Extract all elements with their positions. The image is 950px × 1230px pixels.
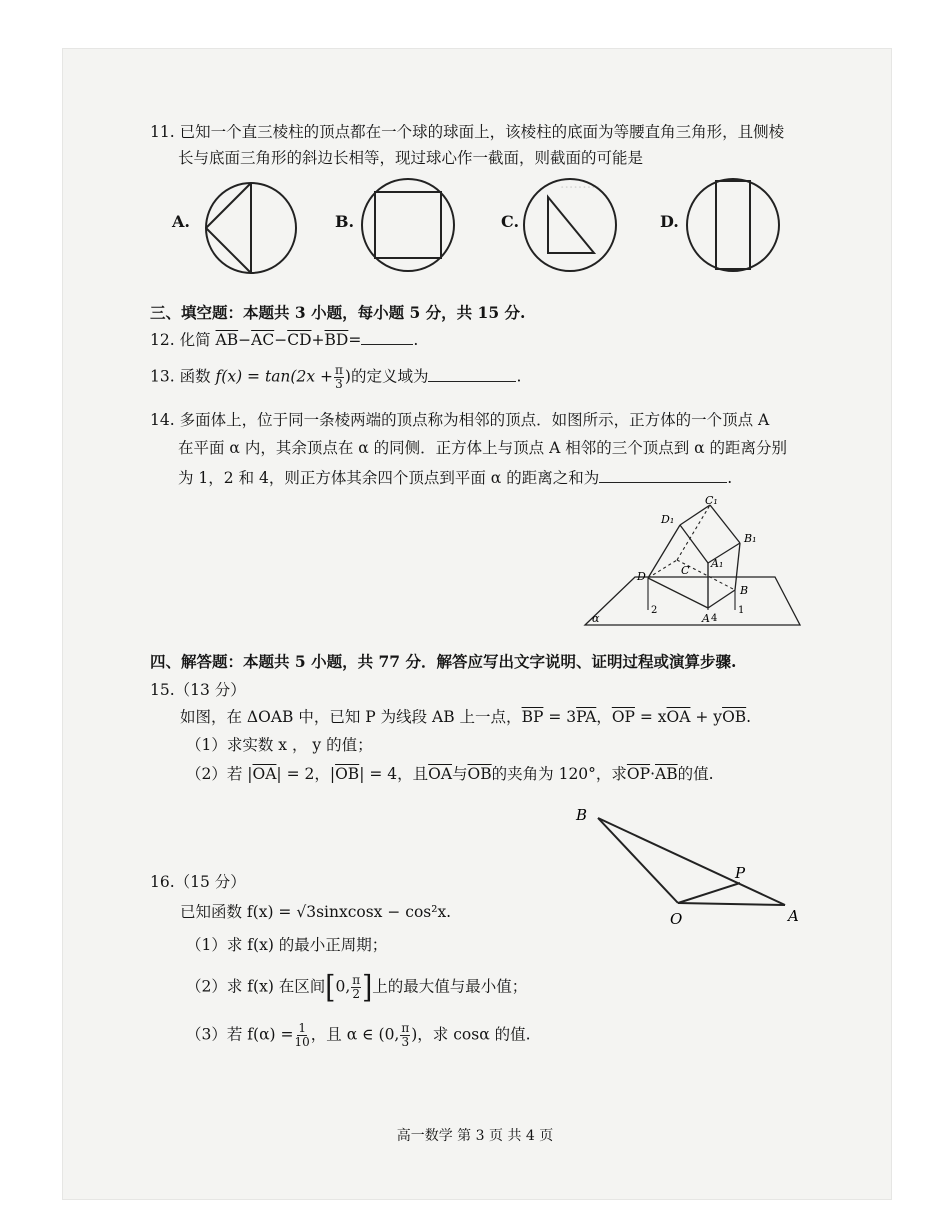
q16-part3-den2: 3 [401,1035,410,1049]
q16-part2 [186,969,528,1006]
q15-part2-dot: · [650,765,655,783]
fig14-label-2: 2 [651,605,658,616]
q16-part3-c: )，求 cosα 的值. [411,1025,531,1044]
q14-line2: 在平面 α 内，其余顶点在 α 的同侧．正方体上与顶点 A 相邻的三个顶点到 α 的距离分别 [178,439,788,457]
q11-option-b-figure [360,177,456,273]
q15-eq1: = 3 [543,708,577,726]
fig14-label-b: B [740,584,749,597]
q12-text [150,330,418,350]
q15-part2-f: 的值. [677,765,714,783]
q11-option-d-label: D. [660,212,679,231]
q16-part3 [186,1022,531,1049]
q14-line1-text: 多面体上，位于同一条棱两端的顶点称为相邻的顶点．如图所示，正方体的一个顶点 A [179,411,770,429]
fig14-label-a1: A₁ [711,557,724,570]
bleed-through-text: ········· [560,180,601,196]
q15-part2-c: | = 4，且 [359,765,429,783]
q16-part2-a: （2）求 f(x) 在区间 [186,977,326,996]
fig14-label-c1: C₁ [705,494,718,507]
q11-option-a-figure [203,180,299,276]
q16-part2-b: 上的最大值与最小值； [372,977,528,996]
q12-equals: = [348,331,362,349]
q16-bracket-open: [ [325,969,336,1006]
q13-end: . [516,367,522,386]
q15-vector-oa: $\overline{OA}$ [666,708,691,726]
fig14-label-b1: B₁ [744,532,757,545]
q13-text [150,364,521,391]
fig14-label-alpha: α [592,612,600,625]
q16-part3-fraction2 [400,1022,410,1049]
q12-vector-ab: $\overline{AB}$ [215,331,239,349]
fig14-label-4: 4 [711,613,718,624]
q15-plus: + y [690,708,723,726]
q12-answer-blank[interactable] [361,330,413,345]
q15-vector-op: $\overline{OP}$ [611,708,635,726]
section4-title: 四、解答题：本题共 5 小题，共 77 分．解答应写出文字说明、证明过程或演算步骤. [150,652,737,671]
q15-comma: ， [596,708,612,726]
q16-interval-start: 0, [335,977,351,996]
fig14-label-d1: D₁ [661,513,675,526]
q15-line1 [180,707,751,727]
q15-part2-ob2: $\overline{OB}$ [467,765,492,783]
q12-op2: − [274,331,288,349]
q16-part3-den: 10 [294,1035,310,1049]
q11-number: 11. [150,123,175,141]
q13-function: f(x) = tan(2x + [215,367,333,386]
q16-part3-b: ，且 α ∈ (0, [310,1025,400,1044]
q16-part2-fraction [351,974,361,1001]
q16-given: 已知函数 f(x) = √3sinxcosx − cos²x. [180,903,452,921]
q14-line3 [178,468,732,488]
q15-vector-bp: $\overline{BP}$ [521,708,544,726]
q11-option-b-label: B. [335,212,355,231]
q15-part2-a: （2）若 | [186,765,253,783]
q15-part1: （1）求实数 x ， y 的值； [186,736,373,754]
fig14-label-1: 1 [738,605,745,616]
q16-part3-a: （3）若 f(α) = [186,1025,294,1044]
q13-answer-blank[interactable] [428,367,516,382]
q16-part2-frac-den: 2 [352,987,361,1001]
page-footer: 高一数学 第 3 页 共 4 页 [396,1128,554,1144]
q15-part2-ob: $\overline{OB}$ [335,765,360,783]
fig15-label-p: P [735,864,746,882]
q12-op3: + [311,331,325,349]
q11-option-c-label: C. [501,212,520,231]
q16-part1: （1）求 f(x) 的最小正周期； [186,936,388,954]
q15-part2-d: 与 [452,765,468,783]
q15-vector-pa: $\overline{PA}$ [576,708,597,726]
q14-number: 14. [150,411,175,429]
q15-eq2: = x [634,708,667,726]
q15-part2 [186,764,714,784]
q13-number: 13. [150,367,175,386]
section3-title: 三、填空题：本题共 3 小题，每小题 5 分，共 15 分. [150,303,526,322]
q14-cube-figure [570,495,810,635]
q11-option-d-figure [685,177,781,273]
q14-end: . [727,469,733,487]
q15-number: 15.（13 分） [150,681,246,699]
q15-part2-oa2: $\overline{OA}$ [428,765,453,783]
q11-option-a-label: A. [172,212,190,231]
q11-text [150,122,784,142]
q13-fraction [334,364,344,391]
q14-answer-blank[interactable] [599,468,727,483]
q15-triangle-figure [570,800,810,930]
q12-prefix: 化简 [179,331,211,349]
q11-option-c-figure [522,177,618,273]
q12-vector-bd: $\overline{BD}$ [324,331,349,349]
q13-suffix: 的定义域为 [350,367,429,386]
q12-end: . [413,331,419,349]
q12-vector-cd: $\overline{CD}$ [287,331,312,349]
q11-line1: 已知一个直三棱柱的顶点都在一个球的球面上，该棱柱的底面为等腰直角三角形，且侧棱 [179,123,785,141]
q16-number: 16.（15 分） [150,873,246,891]
q15-line1-prefix: 如图，在 ΔOAB 中，已知 P 为线段 AB 上一点， [180,708,522,726]
q14-line3-text: 为 1，2 和 4，则正方体其余四个顶点到平面 α 的距离之和为 [178,469,600,487]
q13-frac-num: π [334,363,343,377]
q15-part2-b: | = 2，| [276,765,336,783]
q14-line1 [150,410,769,430]
q15-part2-e: 的夹角为 120°，求 [491,765,627,783]
fig15-label-o: O [670,910,683,928]
q15-part2-ab: $\overline{AB}$ [655,765,678,783]
fig14-label-a: A [702,612,710,625]
q13-close: ) [344,367,351,386]
q15-vector-ob: $\overline{OB}$ [722,708,747,726]
fig14-label-c: C [681,564,690,577]
q12-vector-ac: $\overline{AC}$ [251,331,275,349]
fig15-label-b: B [576,806,588,824]
fig15-label-a: A [788,907,799,925]
q15-part2-op: $\overline{OP}$ [626,765,651,783]
q16-part3-fraction [295,1022,310,1049]
q16-bracket-close: ] [362,969,373,1006]
q16-part2-frac-num: π [352,973,361,987]
fig14-label-d: D [637,570,646,583]
q13-frac-den: 3 [335,377,343,391]
q12-number: 12. [150,331,175,349]
q15-end1: . [746,708,752,726]
q13-prefix: 函数 [179,367,211,386]
q12-op1: − [238,331,252,349]
q11-line2: 长与底面三角形的斜边长相等，现过球心作一截面，则截面的可能是 [178,149,644,167]
q16-part3-num2: π [401,1021,410,1035]
q15-part2-oa: $\overline{OA}$ [252,765,277,783]
q16-part3-num: 1 [298,1021,306,1035]
